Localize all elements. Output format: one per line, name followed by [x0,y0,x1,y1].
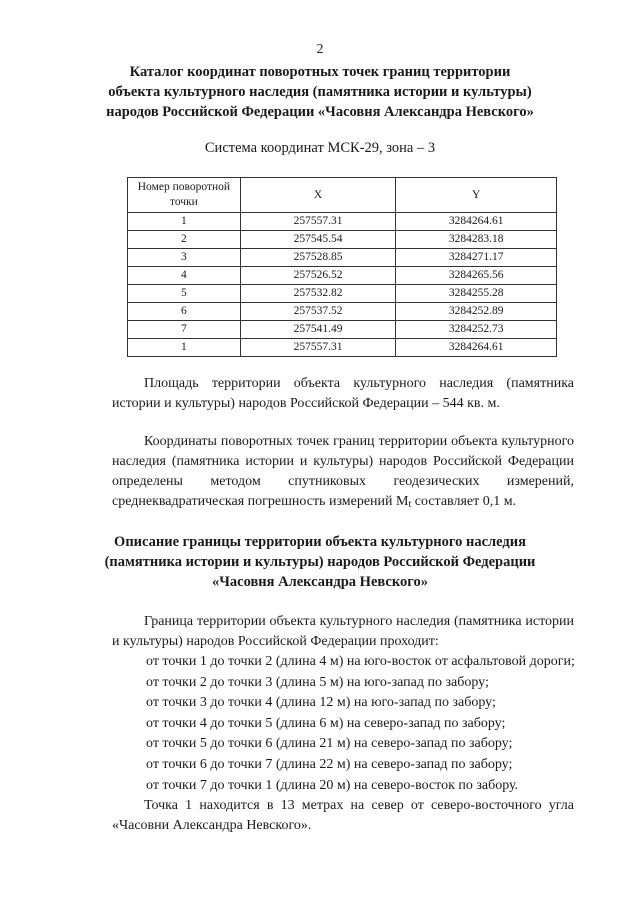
catalog-title-line-2: объекта культурного наследия (памятника истории и культуры) [108,84,532,100]
boundary-intro-paragraph [112,612,574,652]
area-text: Площадь территории объекта культурного наследия (памятника истории и культуры) народов Российской Федерации – 544 кв. м. [112,376,574,411]
table-row [128,285,557,303]
y-cell: 3284283.18 [396,231,557,249]
header-point-number: Номер поворотной точки [128,178,241,213]
list-item: от точки 3 до точки 4 (длина 12 м) на юго-запад по забору; [146,695,496,711]
point-number-cell: 7 [128,321,241,339]
table-row [128,231,557,249]
x-cell: 257528.85 [240,249,396,267]
y-cell: 3284252.73 [396,321,557,339]
header-x: X [240,178,396,213]
y-cell: 3284264.61 [396,339,557,357]
point-location-text: Точка 1 находится в 13 метрах на север от северо-восточного угла «Часовни Александра Невского». [112,798,574,833]
point-number-cell: 6 [128,303,241,321]
table-row [128,339,557,357]
description-title-line-2: (памятника истории и культуры) народов Российской Федерации [104,554,536,570]
x-cell: 257545.54 [240,231,396,249]
description-title-line-1: Описание границы территории объекта культурного наследия [114,534,526,550]
coordinate-system-label: Система координат МСК-29, зона – 3 [204,140,436,156]
table-row [128,321,557,339]
coords-accuracy-text-end: составляет 0,1 м. [411,494,517,509]
header-y: Y [396,178,557,213]
table-header-row [128,178,557,213]
point-number-cell: 1 [128,213,241,231]
catalog-title [60,62,580,122]
list-item: от точки 4 до точки 5 (длина 6 м) на северо-запад по забору; [146,715,506,731]
point-number-cell: 5 [128,285,241,303]
y-cell: 3284265.56 [396,267,557,285]
subscript-t: t [408,499,412,510]
point-number-cell: 4 [128,267,241,285]
page-number: 2 [316,42,324,57]
boundary-intro-text: Граница территории объекта культурного наследия (памятника истории и культуры) народов Российской Федерации проходит: [112,614,574,649]
table-row [128,213,557,231]
x-cell: 257557.31 [240,339,396,357]
boundary-segments-list [146,652,586,796]
table-row [128,249,557,267]
x-cell: 257537.52 [240,303,396,321]
y-cell: 3284252.89 [396,303,557,321]
table-row [128,303,557,321]
x-cell: 257557.31 [240,213,396,231]
list-item: от точки 5 до точки 6 (длина 21 м) на северо-запад по забору; [146,736,513,752]
coordinates-table [127,177,557,357]
list-item: от точки 6 до точки 7 (длина 22 м) на северо-запад по забору; [146,756,513,772]
coords-accuracy-text: Координаты поворотных точек границ территории объекта культурного наследия (памятника истории и культуры) народов Российской Федерации определены методом спутниковых геодезических измерений, среднеквадратическая погрешность измерений M [112,434,574,509]
table-row [128,267,557,285]
point-location-paragraph [112,796,574,836]
list-item: от точки 1 до точки 2 (длина 4 м) на юго-восток от асфальтовой дороги; [146,654,575,669]
x-cell: 257526.52 [240,267,396,285]
description-title [60,532,580,592]
x-cell: 257541.49 [240,321,396,339]
point-number-cell: 2 [128,231,241,249]
list-item: от точки 7 до точки 1 (длина 20 м) на северо-восток по забору. [146,777,519,793]
x-cell: 257532.82 [240,285,396,303]
y-cell: 3284264.61 [396,213,557,231]
point-number-cell: 1 [128,339,241,357]
description-title-line-3: «Часовня Александра Невского» [212,574,428,590]
y-cell: 3284271.17 [396,249,557,267]
area-paragraph [112,374,574,414]
coords-accuracy-paragraph [112,432,574,515]
catalog-title-line-1: Каталог координат поворотных точек границ территории [129,64,511,80]
list-item: от точки 2 до точки 3 (длина 5 м) на юго-запад по забору; [146,674,489,690]
catalog-title-line-3: народов Российской Федерации «Часовня Александра Невского» [106,104,534,120]
y-cell: 3284255.28 [396,285,557,303]
point-number-cell: 3 [128,249,241,267]
